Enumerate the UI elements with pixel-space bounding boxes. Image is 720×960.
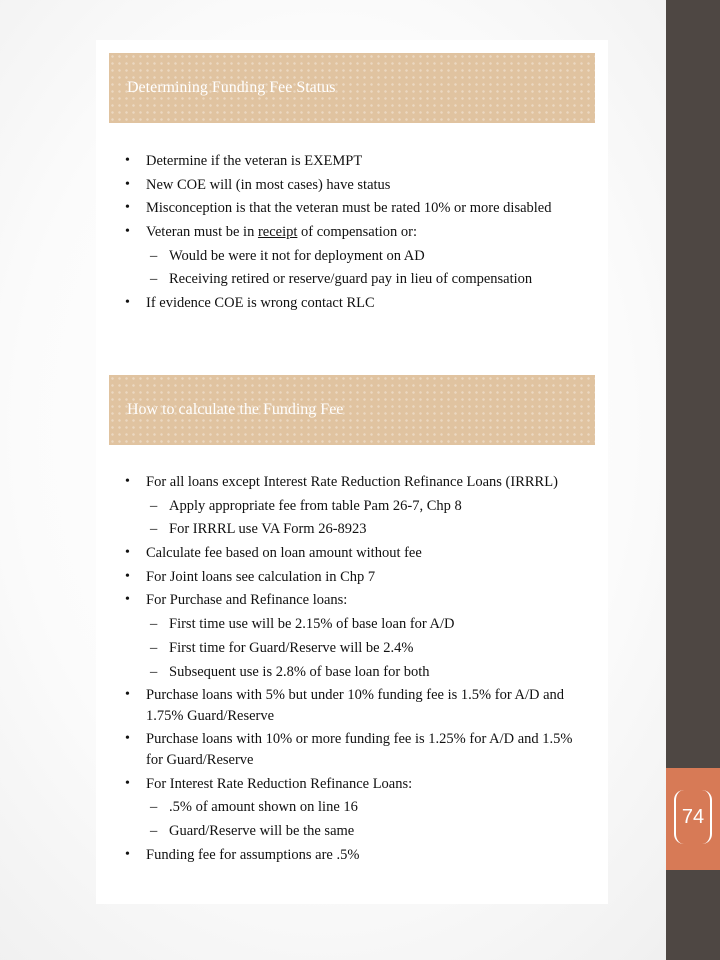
list-item: • For Joint loans see calculation in Chp 7 bbox=[96, 567, 608, 588]
section-2-title: How to calculate the Funding Fee bbox=[127, 401, 344, 418]
list-subitem: – Receiving retired or reserve/guard pay in lieu of compensation bbox=[96, 269, 608, 290]
slide-content bbox=[96, 40, 608, 904]
page-number: 74 bbox=[674, 790, 712, 844]
section-1-banner bbox=[109, 53, 595, 123]
section-1-list bbox=[96, 151, 608, 314]
underlined-text: receipt bbox=[257, 224, 298, 241]
list-item: • For Interest Rate Reduction Refinance Loans: bbox=[96, 774, 608, 795]
list-subitem: – First time use will be 2.15% of base loan for A/D bbox=[96, 614, 608, 635]
section-2-banner bbox=[109, 375, 595, 445]
list-subitem: – Subsequent use is 2.8% of base loan for both bbox=[96, 662, 608, 683]
list-item: • For Purchase and Refinance loans: bbox=[96, 590, 608, 611]
list-item: • New COE will (in most cases) have status bbox=[96, 175, 608, 196]
list-subitem: – First time for Guard/Reserve will be 2.4% bbox=[96, 638, 608, 659]
list-item: • Calculate fee based on loan amount without fee bbox=[96, 543, 608, 564]
list-item: • Veteran must be in receipt of compensation or: bbox=[96, 222, 608, 243]
list-item: • If evidence COE is wrong contact RLC bbox=[96, 293, 608, 314]
section-2-list bbox=[96, 472, 608, 865]
list-item: • For all loans except Interest Rate Reduction Refinance Loans (IRRRL) bbox=[96, 472, 608, 493]
list-item: • Purchase loans with 5% but under 10% funding fee is 1.5% for A/D and 1.75% Guard/Reserve bbox=[96, 685, 608, 726]
list-subitem: – Would be were it not for deployment on AD bbox=[96, 246, 608, 267]
list-subitem: – For IRRRL use VA Form 26-8923 bbox=[96, 519, 608, 540]
list-subitem: – Apply appropriate fee from table Pam 26-7, Chp 8 bbox=[96, 496, 608, 517]
section-1-title: Determining Funding Fee Status bbox=[127, 79, 336, 96]
list-item: • Funding fee for assumptions are .5% bbox=[96, 845, 608, 866]
page-number-badge bbox=[666, 768, 720, 870]
list-subitem: – Guard/Reserve will be the same bbox=[96, 821, 608, 842]
list-subitem: – .5% of amount shown on line 16 bbox=[96, 797, 608, 818]
list-item: • Determine if the veteran is EXEMPT bbox=[96, 151, 608, 172]
list-item: • Purchase loans with 10% or more funding fee is 1.25% for A/D and 1.5% for Guard/Reserve bbox=[96, 729, 608, 770]
list-item: • Misconception is that the veteran must be rated 10% or more disabled bbox=[96, 198, 608, 219]
